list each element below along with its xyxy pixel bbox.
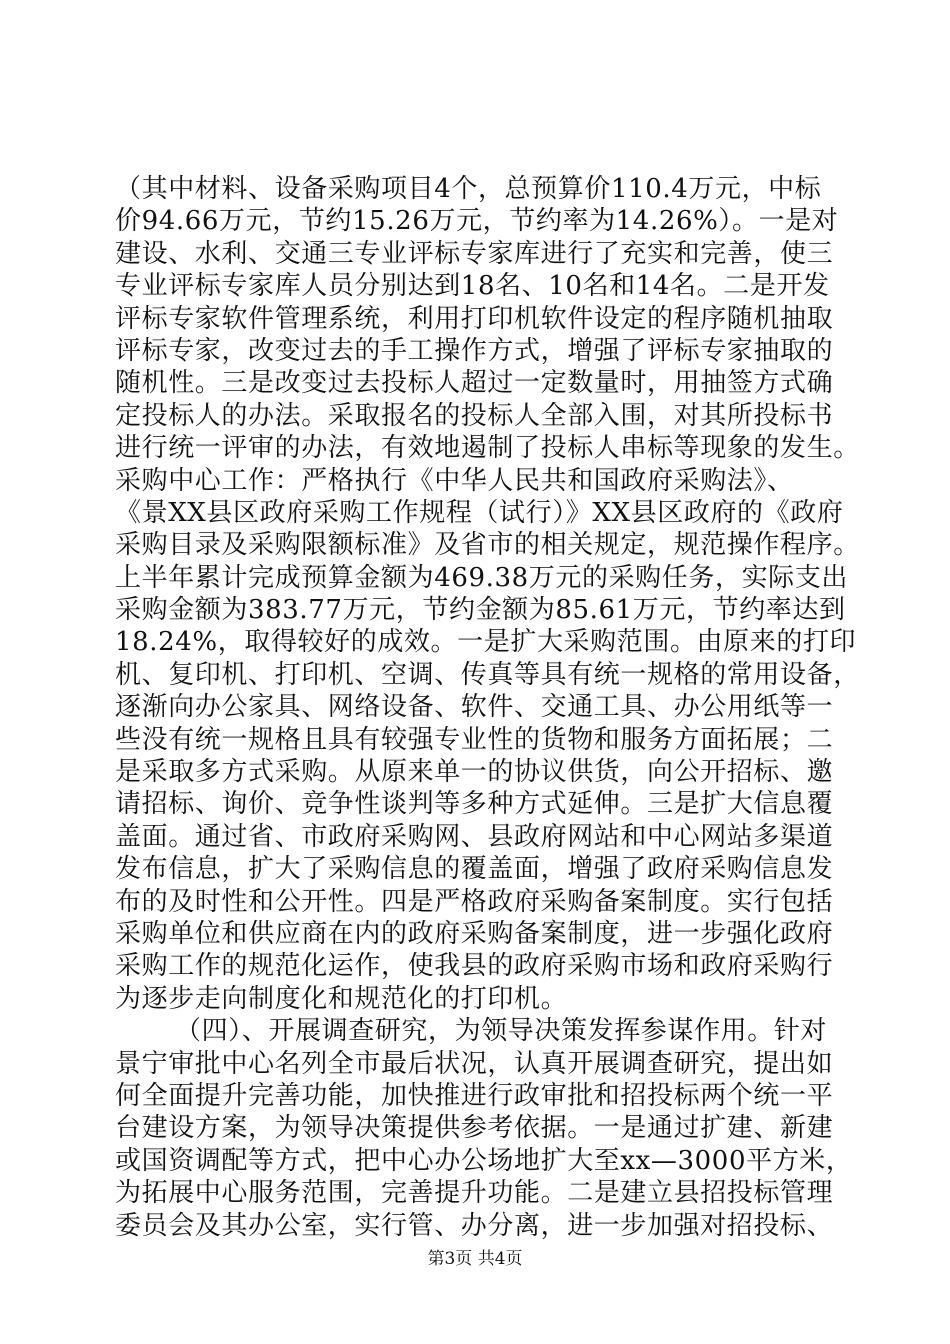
text-line: 采购中心工作：严格执行《中华人民共和国政府采购法》、 (115, 465, 794, 496)
text-line: 委员会及其办公室，实行管、办分离，进一步加强对招投标、 (115, 1210, 834, 1241)
text-line: 盖面。通过省、市政府采购网、县政府网站和中心网站多渠道 (115, 821, 834, 852)
text-line: 发布信息，扩大了采购信息的覆盖面，增强了政府采购信息发 (115, 854, 834, 885)
text-line: 台建设方案，为领导决策提供参考依据。一是通过扩建、新建 (115, 1113, 834, 1144)
text-line: 评标专家，改变过去的手工操作方式，增强了评标专家抽取的 (115, 335, 834, 366)
text-line: 采购目录及采购限额标准》及省市的相关规定，规范操作程序。 (115, 530, 860, 561)
text-line: 进行统一评审的办法，有效地遏制了投标人串标等现象的发生。 (115, 433, 860, 464)
text-line: 随机性。三是改变过去投标人超过一定数量时，用抽签方式确 (115, 368, 834, 399)
text-line: 或国资调配等方式，把中心办公场地扩大至xx—3000平方米， (115, 1145, 853, 1176)
text-line: 布的及时性和公开性。四是严格政府采购备案制度。实行包括 (115, 886, 834, 917)
document-body (115, 173, 860, 1242)
text-line: 机、复印机、打印机、空调、传真等具有统一规格的常用设备， (115, 659, 860, 690)
text-line: 专业评标专家库人员分别达到18名、10名和14名。二是开发 (115, 271, 830, 302)
text-line: 18.24%，取得较好的成效。一是扩大采购范围。由原来的打印 (115, 627, 857, 658)
text-line: 为拓展中心服务范围，完善提升功能。二是建立县招投标管理 (115, 1178, 834, 1209)
text-line: 景宁审批中心名列全市最后状况，认真开展调查研究，提出如 (115, 1048, 834, 1079)
text-line: 采购工作的规范化运作，使我县的政府采购市场和政府采购行 (115, 951, 834, 982)
text-line: 是采取多方式采购。从原来单一的协议供货，向公开招标、邀 (115, 757, 834, 788)
text-line: 《景XX县区政府采购工作规程（试行）》XX县区政府的《政府 (115, 497, 844, 528)
text-line: 定投标人的办法。采取报名的投标人全部入围，对其所投标书 (115, 400, 834, 431)
page-number-footer: 第3页 共4页 (427, 1249, 523, 1269)
text-line: 为逐步走向制度化和规范化的打印机。 (115, 983, 568, 1014)
text-line: 上半年累计完成预算金额为469.38万元的采购任务，实际支出 (115, 562, 848, 593)
text-line: 建设、水利、交通三专业评标专家库进行了充实和完善，使三 (115, 238, 834, 269)
text-line: 请招标、询价、竞争性谈判等多种方式延伸。三是扩大信息覆 (115, 789, 834, 820)
text-line: 逐渐向办公家具、网络设备、软件、交通工具、办公用纸等一 (115, 692, 834, 723)
text-line: 何全面提升完善功能，加快推进行政审批和招投标两个统一平 (115, 1080, 834, 1111)
text-line: 采购金额为383.77万元，节约金额为85.61万元，节约率达到 (115, 595, 846, 626)
paragraph-start-line: （四）、开展调查研究，为领导决策发挥参谋作用。针对 (175, 1016, 828, 1047)
text-line: 评标专家软件管理系统，利用打印机软件设定的程序随机抽取 (115, 303, 834, 334)
text-line: 采购单位和供应商在内的政府采购备案制度，进一步强化政府 (115, 918, 834, 949)
text-line: 价94.66万元，节约15.26万元，节约率为14.26%）。一是对 (115, 206, 839, 237)
text-line: 些没有统一规格且具有较强专业性的货物和服务方面拓展；二 (115, 724, 834, 755)
text-line: （其中材料、设备采购项目4个，总预算价110.4万元，中标 (115, 174, 822, 204)
